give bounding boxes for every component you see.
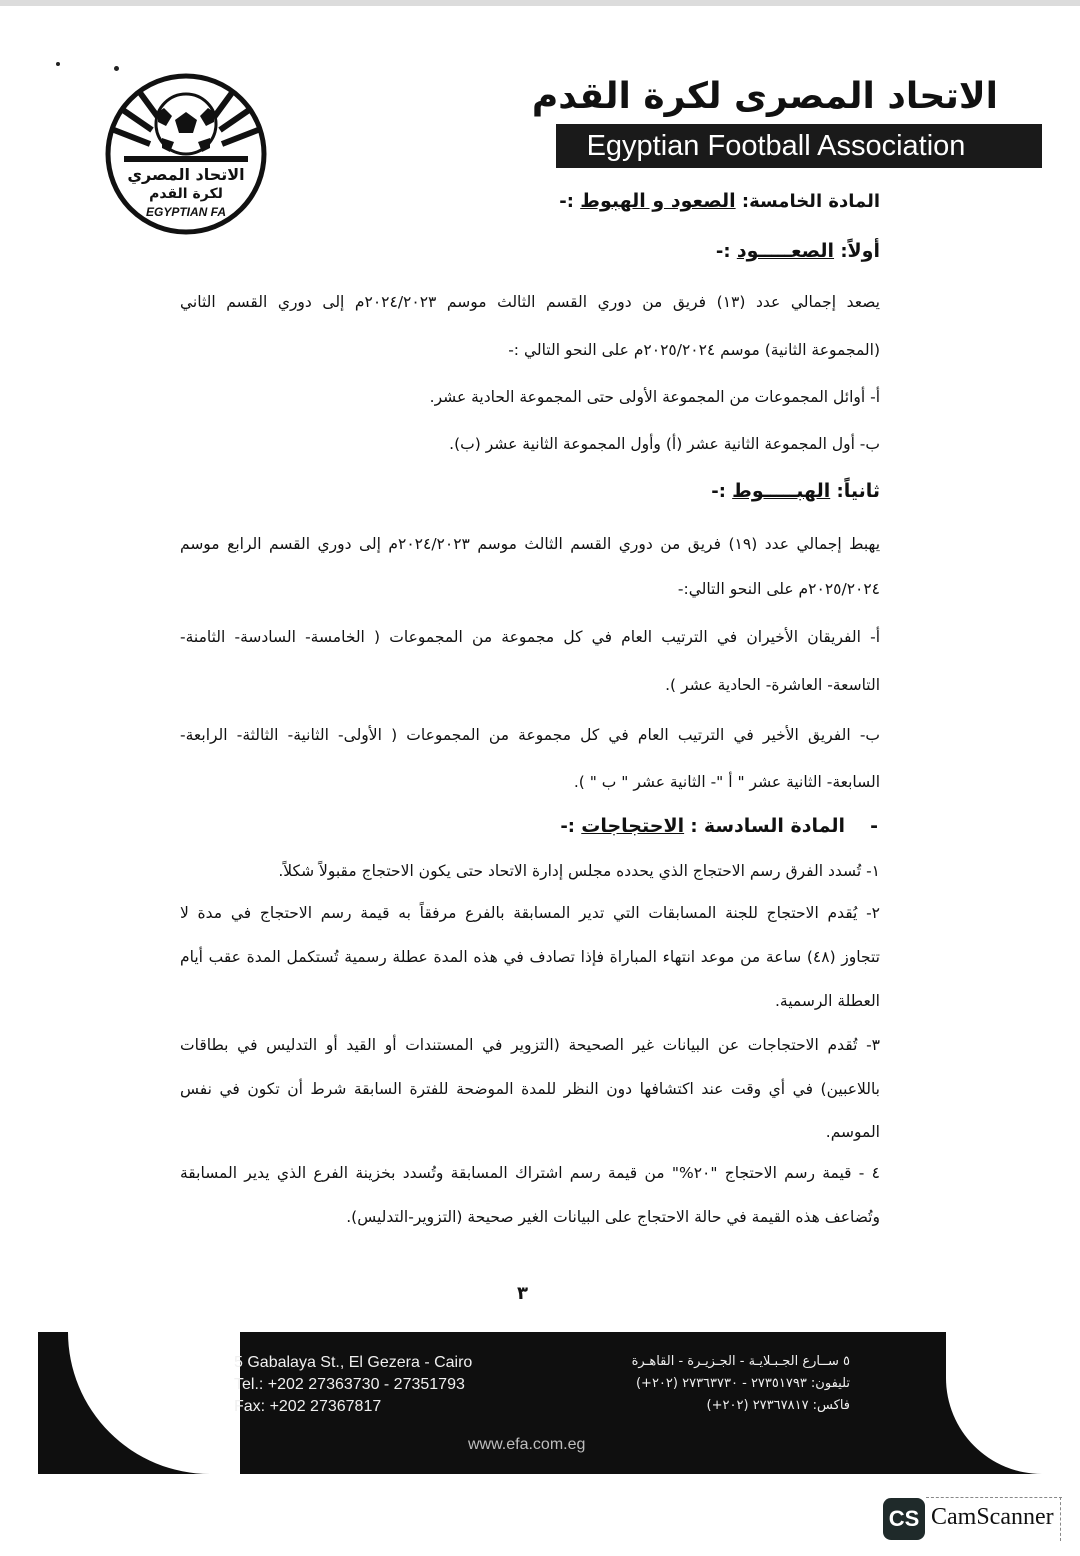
footer-website: www.efa.com.eg [468,1436,586,1453]
football-logo-icon [104,72,268,236]
letterhead-footer [38,1332,1042,1474]
speck-mark [56,62,60,66]
promotion-item-b: ب- أول المجموعة الثانية عشر (أ) وأول المجموعة الثانية عشر (ب). [449,435,880,453]
article6-heading-title: الاحتجاجات [581,815,685,837]
scanner-frame-top [926,1497,1062,1499]
article6-item-2-line-2: تتجاوز (٤٨) ساعة من موعد انتهاء المباراة فإذا تصادف في هذه المدة عطلة رسمية تُستكمل المدة عقب أيام [180,948,880,966]
relegation-heading-prefix: ثانياً [843,480,880,502]
org-name-ar: الاتحاد المصرى لكرة القدم [531,76,998,117]
top-edge [0,0,1080,6]
org-name-en: Egyptian Football Association [556,124,996,168]
article6-item-3-line-3: الموسم. [825,1123,880,1141]
article6-heading: - المادة السادسة : الاحتجاجات :- [560,815,878,837]
relegation-item-a-1: أ- الفريقان الأخيران في الترتيب العام في كل مجموعة من المجموعات ( الخامسة- السادسة- الثامنة- [180,628,880,646]
article5-heading-title: الصعود و الهبوط [580,190,736,212]
relegation-line-1: يهبط إجمالي عدد (١٩) فريق من دوري القسم الثالث موسم ٢٠٢٤/٢٠٢٣م إلى دوري القسم الرابع موسم [180,535,881,553]
speck-mark [114,66,119,71]
footer-tel-en: Tel.: +202 27363730 - 27351793 [234,1376,465,1393]
relegation-item-b-1: ب- الفريق الأخير في الترتيب العام في كل مجموعة من المجموعات ( الأولى- الثانية- الثالثة- الرابعة- [180,726,880,744]
article6-heading-prefix: المادة السادسة [703,815,846,837]
promotion-item-a: أ- أوائل المجموعات من المجموعة الأولى حتى المجموعة الحادية عشر. [429,388,880,406]
footer-fax-ar: فاكس: ٢٧٣٦٧٨١٧ (٢٠٢+) [706,1398,850,1413]
camscanner-label: CamScanner [931,1504,1054,1530]
promotion-heading: أولاً: الصعـــــود :- [715,240,880,262]
footer-curve-left [68,1332,240,1474]
footer-address-ar: ٥ ســارع الجـبـلايـة - الجـزيـرة - القاهـرة [631,1354,850,1369]
promotion-heading-title: الصعـــــود [736,240,835,262]
article6-bullet: - [870,815,878,837]
article6-item-3-line-1: ٣- تُقدم الاحتجاجات عن البيانات غير الصحيحة (التزوير في المستندات أو القيد أو التدليس في بطاقات [180,1036,880,1054]
article6-item-4-line-1: ٤ - قيمة رسم الاحتجاج "٢٠%" من قيمة رسم اشتراك المسابقة وتُسدد بخزينة الفرع الذي يدير المسابقة [180,1164,880,1182]
relegation-item-a-2: التاسعة- العاشرة- الحادية عشر ). [665,676,880,694]
promotion-line-2: (المجموعة الثانية) موسم ٢٠٢٥/٢٠٢٤م على النحو التالي :- [508,341,880,359]
article5-heading: المادة الخامسة: الصعود و الهبوط :- [559,190,880,212]
relegation-heading-suffix: :- [711,481,733,502]
footer-address-en: 5 Gabalaya St., El Gezera - Cairo [234,1354,473,1371]
footer-curve-right [946,1332,1042,1474]
article6-item-1: ١- تُسدد الفرق رسم الاحتجاج الذي يحدده مجلس إدارة الاتحاد حتى يكون الاحتجاج مقبولاً شكلاً. [278,862,880,880]
footer-fax-en: Fax: +202 27367817 [234,1398,382,1415]
article6-item-2-line-3: العطلة الرسمية. [774,992,880,1010]
article6-item-2-line-1: ٢- يُقدم الاحتجاج للجنة المسابقات التي تدير المسابقة بالفرع مرفقاً به قيمة رسم الاحتجاج في مدة لا [180,904,880,922]
article6-item-4-line-2: وتُضاعف هذه القيمة في حالة الاحتجاج على البيانات الغير صحيحة (التزوير-التدليس). [346,1208,880,1226]
logo-text-en: EGYPTIAN FA [145,205,227,219]
relegation-heading: ثانياً: الهبـــــوط :- [711,480,880,502]
article5-heading-prefix: المادة الخامسة [749,191,880,212]
relegation-line-2: ٢٠٢٥/٢٠٢٤م على النحو التالي:- [677,580,880,598]
logo-text-ar-2: لكرة القدم [149,186,223,202]
footer-tel-ar: تليفون: ٢٧٣٥١٧٩٣ - ٢٧٣٦٣٧٣٠ (٢٠٢+) [635,1376,850,1391]
article5-heading-suffix: :- [559,191,581,212]
article6-item-3-line-2: باللاعبين) في أي وقت عند اكتشافها دون النظر للمدة الموضحة للفترة السابقة شرط أن تكون في نفس [180,1080,880,1098]
article6-heading-suffix: :- [560,816,582,837]
camscanner-icon: CS [883,1498,925,1540]
logo-text-ar-1: الاتحاد المصري [127,165,245,184]
promotion-heading-prefix: أولاً [847,240,880,262]
promotion-line-1: يصعد إجمالي عدد (١٣) فريق من دوري القسم الثالث موسم ٢٠٢٤/٢٠٢٣م إلى دوري القسم الثاني [180,293,880,311]
relegation-heading-title: الهبـــــوط [732,480,831,502]
org-name-en-bar [556,124,1042,168]
relegation-item-b-2: السابعة- الثانية عشر " أ "- الثانية عشر " ب " ). [573,773,880,791]
promotion-heading-suffix: :- [715,241,737,262]
scanner-frame-right [1060,1497,1062,1541]
page-number: ٣ [517,1283,528,1304]
